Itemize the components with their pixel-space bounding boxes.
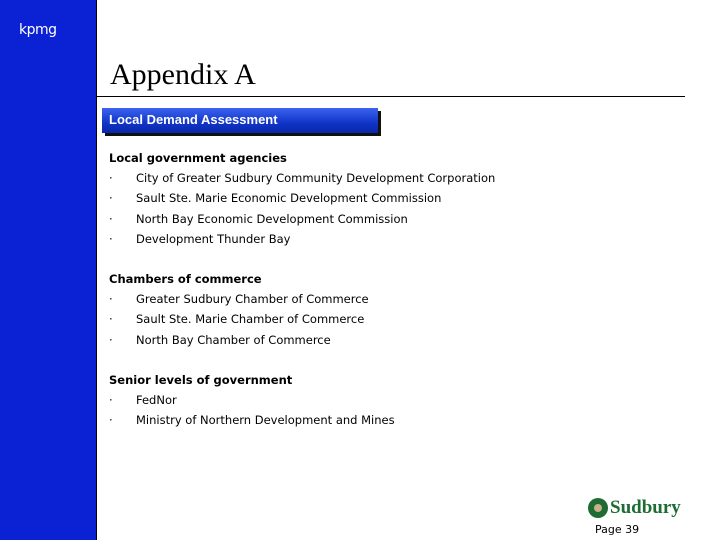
sudbury-logo-icon: [588, 498, 608, 518]
list-item: [109, 392, 495, 412]
list-item-text: North Bay Chamber of Commerce: [136, 332, 331, 347]
bullet: ·: [109, 191, 113, 206]
page-number: Page 39: [595, 523, 640, 536]
list-item: [109, 170, 495, 190]
list-item: [109, 332, 495, 352]
bullet: ·: [109, 171, 113, 185]
bullet: ·: [109, 413, 113, 428]
list-item: [109, 291, 495, 311]
bullet: ·: [109, 312, 113, 327]
list-item-text: Ministry of Northern Development and Mines: [136, 413, 395, 428]
page-title: Appendix A: [110, 58, 256, 91]
content: [109, 150, 495, 453]
list-item: [109, 231, 495, 251]
section-banner: Local Demand Assessment: [102, 108, 378, 133]
section: [109, 150, 495, 251]
list-item-text: North Bay Economic Development Commission: [136, 211, 408, 226]
sudbury-logo-text: Sudbury: [610, 497, 681, 518]
list-item-text: Sault Ste. Marie Economic Development Commission: [136, 191, 442, 206]
section: [109, 372, 495, 433]
list-item-text: FedNor: [136, 393, 177, 408]
list-item-text: Sault Ste. Marie Chamber of Commerce: [136, 312, 365, 327]
section-heading: Local government agencies: [109, 151, 287, 165]
list-item-text: Greater Sudbury Chamber of Commerce: [136, 292, 369, 307]
list-item: [109, 311, 495, 331]
list-item: [109, 190, 495, 210]
sidebar: [0, 0, 97, 540]
bullet: ·: [109, 292, 113, 307]
section-heading: Senior levels of government: [109, 373, 293, 388]
title-divider: [97, 96, 685, 97]
bullet: ·: [109, 231, 113, 246]
bullet: ·: [109, 332, 113, 347]
list-item: [109, 412, 495, 432]
bullet: ·: [109, 393, 113, 408]
list-item-text: Development Thunder Bay: [136, 231, 291, 246]
sudbury-logo: [588, 497, 681, 519]
kpmg-logo: kpmg: [19, 22, 57, 38]
section: [109, 271, 495, 352]
bullet: ·: [109, 211, 113, 226]
list-item: [109, 211, 495, 231]
list-item-text: City of Greater Sudbury Community Development Corporation: [136, 171, 496, 185]
section-heading: Chambers of commerce: [109, 272, 262, 287]
